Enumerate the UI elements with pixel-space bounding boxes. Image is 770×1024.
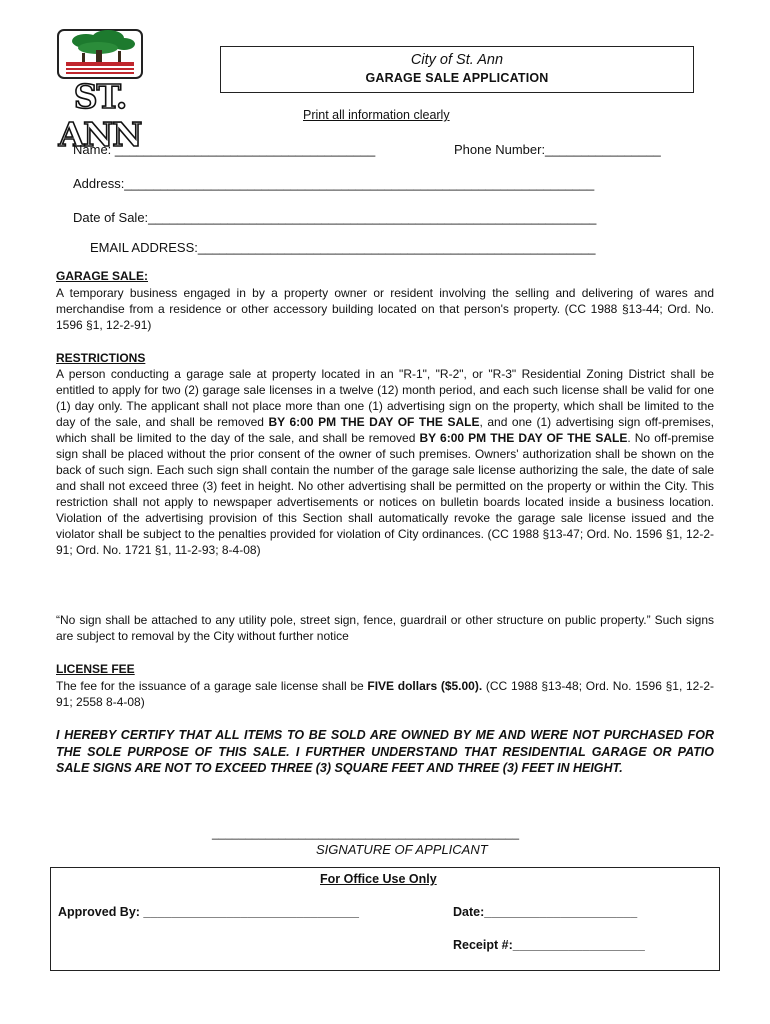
logo-text: ST. ANN (58, 77, 142, 154)
address-field[interactable]: Address:_________________________________________________________________ (73, 176, 595, 191)
form-title: GARAGE SALE APPLICATION (365, 71, 549, 85)
certification-statement: I HEREBY CERTIFY THAT ALL ITEMS TO BE SOLD ARE OWNED BY ME AND WERE NOT PURCHASED FOR THE SOLE PURPOSE OF THIS SALE. I FURTHER UNDERSTAND THAT RESIDENTIAL GARAGE OR PATIO SALE SIGNS ARE NOT TO EXCEED THREE (3) SQUARE FEET AND THREE (3) FEET IN HEIGHT. (56, 728, 714, 775)
print-instruction: Print all information clearly (303, 108, 450, 122)
garage-sale-heading: GARAGE SALE: (56, 269, 149, 283)
restrictions-deadline-1: BY 6:00 PM THE DAY OF THE SALE (268, 415, 480, 429)
phone-field[interactable]: Phone Number:________________ (454, 142, 661, 157)
restrictions-text (56, 366, 714, 558)
receipt-number-field[interactable]: Receipt #:___________________ (453, 938, 645, 952)
email-field[interactable]: EMAIL ADDRESS:_______________________________________________________ (90, 240, 596, 255)
signature-label: SIGNATURE OF APPLICANT (316, 842, 488, 857)
date-of-sale-field[interactable]: Date of Sale:______________________________________________________________ (73, 210, 597, 225)
garage-sale-definition: A temporary business engaged in by a property owner or resident involving the selling and delivering of wares and merchandise from a residence or other accessory building located on that person's property. (CC 1988 §13-44; Ord. No. 1596 §1, 12-2-91) (56, 286, 714, 332)
name-field[interactable]: Name: ____________________________________ (73, 142, 376, 157)
city-title: City of St. Ann (410, 52, 504, 68)
license-fee-part-2: (CC 1988 §13-48; Ord. No. 1596 §1, 12-2-91; 2558 8-4-08) (56, 679, 715, 709)
header-box (220, 46, 694, 93)
signature-line[interactable]: ______________________________________________ (212, 826, 519, 840)
sign-placement-notice: “No sign shall be attached to any utility pole, street sign, fence, guardrail or other structure on public property.” Such signs are subject to removal by the City without further notice (56, 613, 714, 643)
license-fee-part-1: The fee for the issuance of a garage sale license shall be (56, 679, 368, 693)
restrictions-part-1: A person conducting a garage sale at property located in an "R-1", "R-2", or "R-3" Residential Zoning District shall be entitled to apply for two (2) garage sale licenses in a twelve (12) month period, and each such license shall be valid for one (1) day only. The applicant shall not place more than one (1) advertising sign on the property, which shall be limited to the day of the sale, and shall be removed (56, 367, 714, 429)
approved-by-field[interactable]: Approved By: _______________________________ (58, 905, 359, 919)
city-logo (36, 26, 164, 154)
restrictions-part-3: . No off-premise sign shall be placed without the prior consent of the owner of such premises. Owners' authorization shall be shown on the back of such sign. Each such sign shall contain the number of the garage sale license authorizing the sale, the date of sale and shall not exceed three (3) feet in height. No other advertising shall be permitted on the property or within the City. This restriction shall not apply to newspaper advertisements or notices on bulletin boards located inside a business location. Violation of the advertising provision of this Section shall automatically revoke the garage sale license issued and the violator shall be subject to the penalties provided for violation of City ordinances. (CC 1988 §13-47; Ord. No. 1596 §1, 12-2-91; Ord. No. 1721 §1, 11-2-93; 8-4-08) (56, 431, 714, 557)
restrictions-part-2: , and one (1) advertising sign off-premises, which shall be limited to the day of the sale, and shall be removed (56, 415, 714, 445)
restrictions-deadline-2: BY 6:00 PM THE DAY OF THE SALE (419, 431, 628, 445)
license-fee-amount: FIVE dollars ($5.00). (367, 679, 483, 693)
office-use-title: For Office Use Only (320, 872, 437, 886)
office-date-field[interactable]: Date:______________________ (453, 905, 638, 919)
restrictions-heading: RESTRICTIONS (56, 351, 146, 365)
license-fee-heading: LICENSE FEE (56, 662, 135, 676)
license-fee-text (56, 678, 714, 710)
